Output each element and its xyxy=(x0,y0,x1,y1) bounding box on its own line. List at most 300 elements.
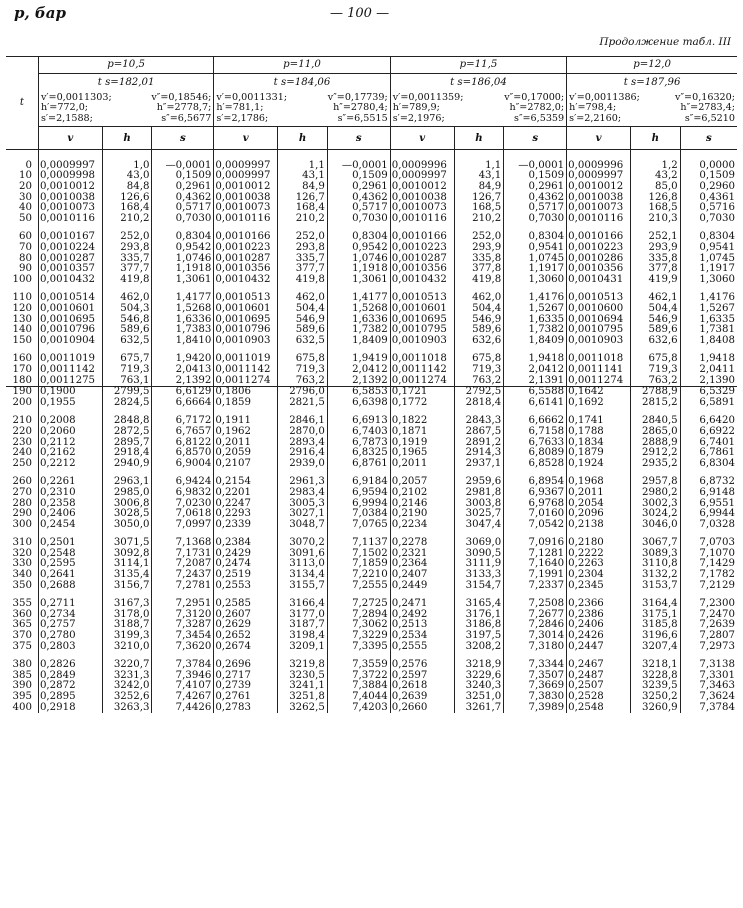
s-cell: 2,1392 xyxy=(152,376,214,387)
v-cell: 0,0010903 xyxy=(214,336,278,347)
s-cell: 1,9418 xyxy=(504,354,567,365)
h-cell: 3046,0 xyxy=(631,520,681,531)
v-cell: 0,0010432 xyxy=(214,275,278,286)
table-continuation-label: Продолжение табл. III xyxy=(599,36,731,48)
s-cell: 0,5717 xyxy=(504,203,567,214)
s-cell: 7,4203 xyxy=(327,703,390,714)
h-cell: 462,0 xyxy=(454,293,504,304)
v-cell: 0,0009996 xyxy=(390,161,454,172)
v-cell: 0,0010166 xyxy=(567,232,631,243)
v-cell: 0,0009998 xyxy=(38,171,102,182)
page-header-left: p, бар xyxy=(14,4,66,22)
s-cell: 7,2677 xyxy=(504,610,567,621)
column-header-s: s xyxy=(152,126,214,149)
s-cell: 7,0230 xyxy=(152,499,214,510)
h-cell: 1,1 xyxy=(454,161,504,172)
h-cell: 3092,8 xyxy=(102,549,152,560)
v-cell: 0,2261 xyxy=(38,477,102,488)
s-cell: 7,4107 xyxy=(152,681,214,692)
s-cell: 1,7383 xyxy=(152,325,214,336)
table-row xyxy=(6,427,737,438)
v-cell: 0,2234 xyxy=(390,520,454,531)
v-cell: 0,2717 xyxy=(214,671,278,682)
v-cell: 0,2406 xyxy=(38,509,102,520)
h-cell: 546,8 xyxy=(102,315,152,326)
v-cell: 0,2102 xyxy=(390,488,454,499)
v-cell: 0,2180 xyxy=(567,538,631,549)
v-cell: 0,0010695 xyxy=(390,315,454,326)
v-cell: 0,2895 xyxy=(38,692,102,703)
h-cell: 3207,4 xyxy=(631,642,681,653)
v-cell: 0,2492 xyxy=(390,610,454,621)
h-cell: 377,8 xyxy=(631,264,681,275)
h-cell: 3132,2 xyxy=(631,570,681,581)
v-cell: 0,0011142 xyxy=(214,365,278,376)
h-cell: 85,0 xyxy=(631,182,681,193)
s-cell: 7,3014 xyxy=(504,631,567,642)
v-cell: 0,0010166 xyxy=(214,232,278,243)
s-cell: 7,2555 xyxy=(327,581,390,592)
v-cell: 0,2358 xyxy=(38,499,102,510)
h-cell: 2895,7 xyxy=(102,438,152,449)
temperature-cell: 355 xyxy=(6,599,38,610)
v-cell: 0,2711 xyxy=(38,599,102,610)
temperature-cell: 150 xyxy=(6,336,38,347)
v-cell: 0,1692 xyxy=(567,398,631,409)
saturation-properties xyxy=(38,92,213,126)
s-cell: 1,7381 xyxy=(699,324,735,336)
temperature-cell: 80 xyxy=(6,254,38,265)
s-cell: 6,9594 xyxy=(327,488,390,499)
v-cell: 0,0010795 xyxy=(390,325,454,336)
v-cell: 0,2696 xyxy=(214,660,278,671)
h-cell: 3261,7 xyxy=(454,703,504,714)
column-header-v: v xyxy=(38,126,102,149)
h-cell: 252,0 xyxy=(454,232,504,243)
s-prime: s′=2,1786; xyxy=(216,112,269,124)
h-cell: 293,9 xyxy=(454,243,504,254)
h-cell: 2846,1 xyxy=(278,416,328,427)
h-cell: 3002,3 xyxy=(631,499,681,510)
s-cell: 6,6922 xyxy=(699,425,735,437)
h-cell: 377,7 xyxy=(278,264,328,275)
h-cell: 3220,7 xyxy=(102,660,152,671)
temperature-cell: 310 xyxy=(6,538,38,549)
s-cell: 7,3454 xyxy=(152,631,214,642)
h-cell: 3231,3 xyxy=(102,671,152,682)
h-cell: 763,2 xyxy=(631,376,681,387)
h-cell: 763,1 xyxy=(102,376,152,387)
h-cell: 3155,7 xyxy=(278,581,328,592)
h-cell: 210,3 xyxy=(631,214,681,225)
v-cell: 0,2222 xyxy=(567,549,631,560)
s-cell: 7,3229 xyxy=(327,631,390,642)
column-header-s: s xyxy=(327,126,390,149)
s-cell: 0,2961 xyxy=(152,182,214,193)
v-cell: 0,0010223 xyxy=(214,243,278,254)
s-cell: 7,2437 xyxy=(152,570,214,581)
v-cell: 0,2780 xyxy=(38,631,102,642)
v-prime: v′=0,0011331; xyxy=(216,92,288,103)
v-cell: 0,2487 xyxy=(567,671,631,682)
h-cell: 3230,5 xyxy=(278,671,328,682)
h-cell: 3185,8 xyxy=(631,620,681,631)
h-cell: 3218,1 xyxy=(631,660,681,671)
v-cell: 0,2849 xyxy=(38,671,102,682)
s-cell: 7,2639 xyxy=(699,619,735,631)
h-cell: 3090,5 xyxy=(454,549,504,560)
s-cell: 6,5588 xyxy=(504,387,567,398)
s-cell: 1,1918 xyxy=(327,264,390,275)
h-cell: 1,2 xyxy=(631,161,681,172)
s-cell: 6,8304 xyxy=(699,457,735,469)
s-cell: 7,2300 xyxy=(699,598,735,610)
v-cell: 0,2011 xyxy=(390,459,454,470)
v-cell: 0,2528 xyxy=(567,692,631,703)
v-cell: 0,1871 xyxy=(390,427,454,438)
temperature-cell: 385 xyxy=(6,671,38,682)
v-cell: 0,2278 xyxy=(390,538,454,549)
v-cell: 0,0010167 xyxy=(38,232,102,243)
s-cell: 0,5717 xyxy=(327,203,390,214)
v-cell: 0,2366 xyxy=(567,599,631,610)
h-cell: 1,0 xyxy=(102,161,152,172)
h-cell: 3166,4 xyxy=(278,599,328,610)
s-cell: 0,5716 xyxy=(699,202,735,214)
s-cell: 6,8570 xyxy=(152,448,214,459)
h-cell: 3240,3 xyxy=(454,681,504,692)
s-cell: 6,5853 xyxy=(327,387,390,398)
s-cell: 7,1859 xyxy=(327,559,390,570)
column-header-v: v xyxy=(567,126,631,149)
s-cell: 1,0746 xyxy=(152,254,214,265)
h-cell: 43,1 xyxy=(454,171,504,182)
v-cell: 0,0010012 xyxy=(214,182,278,193)
s-cell: 1,4177 xyxy=(327,293,390,304)
h-cell: 589,6 xyxy=(278,325,328,336)
h-cell: 3199,3 xyxy=(102,631,152,642)
h-cell: 2888,9 xyxy=(631,438,681,449)
v-cell: 0,1965 xyxy=(390,448,454,459)
temperature-cell: 50 xyxy=(6,214,38,225)
v-cell: 0,2154 xyxy=(214,477,278,488)
s-cell: 1,5268 xyxy=(327,304,390,315)
h-cell: 3178,0 xyxy=(102,610,152,621)
h-cell: 1,1 xyxy=(278,161,328,172)
s-cell: 6,6664 xyxy=(152,398,214,409)
s-cell: 6,9148 xyxy=(699,486,735,498)
v-cell: 0,0010073 xyxy=(390,203,454,214)
h-cell: 3006,8 xyxy=(102,499,152,510)
s-cell: 0,4362 xyxy=(504,193,567,204)
v-cell: 0,2660 xyxy=(390,703,454,714)
s-cell: 1,4176 xyxy=(504,293,567,304)
h-cell: 2985,0 xyxy=(102,488,152,499)
s-cell: 7,1368 xyxy=(152,538,214,549)
v-cell: 0,2449 xyxy=(390,581,454,592)
h-cell: 3218,9 xyxy=(454,660,504,671)
v-cell: 0,2407 xyxy=(390,570,454,581)
s-cell: —0,0001 xyxy=(504,161,567,172)
temperature-cell: 380 xyxy=(6,660,38,671)
v-cell: 0,0010513 xyxy=(567,293,631,304)
v-cell: 0,1721 xyxy=(390,387,454,398)
v-cell: 0,2553 xyxy=(214,581,278,592)
s-cell: 0,7030 xyxy=(699,212,735,224)
temperature-cell: 60 xyxy=(6,232,38,243)
table-row xyxy=(6,703,737,714)
s-cell: 6,8325 xyxy=(327,448,390,459)
h-cell: 2980,2 xyxy=(631,488,681,499)
s-cell: 7,3507 xyxy=(504,671,567,682)
v-prime: v′=0,0011303; xyxy=(40,92,112,103)
s-cell: 7,3784 xyxy=(699,701,735,713)
temperature-cell: 170 xyxy=(6,365,38,376)
h-cell: 3165,4 xyxy=(454,599,504,610)
s-cell: 1,4176 xyxy=(699,292,735,304)
pressure-header: p=12,0 xyxy=(567,57,737,74)
v-cell: 0,2263 xyxy=(567,559,631,570)
h-cell: 2848,8 xyxy=(102,416,152,427)
h-cell: 2796,0 xyxy=(278,387,328,398)
v-cell: 0,1859 xyxy=(214,398,278,409)
s-cell: 7,2337 xyxy=(504,581,567,592)
v-cell: 0,2384 xyxy=(214,538,278,549)
v-cell: 0,0010796 xyxy=(214,325,278,336)
v-cell: 0,2138 xyxy=(567,520,631,531)
v-cell: 0,0010038 xyxy=(38,193,102,204)
h-double-prime: h″=2778,7; xyxy=(156,102,212,114)
v-cell: 0,0010795 xyxy=(567,325,631,336)
v-cell: 0,2406 xyxy=(567,620,631,631)
column-header-s: s xyxy=(504,126,567,149)
v-double-prime: v″=0,18546; xyxy=(151,92,212,103)
temperature-cell: 130 xyxy=(6,315,38,326)
v-cell: 0,0010431 xyxy=(567,275,631,286)
h-cell: 632,6 xyxy=(454,336,504,347)
h-cell: 3241,1 xyxy=(278,681,328,692)
s-cell: 6,8089 xyxy=(504,448,567,459)
s-cell: 1,1917 xyxy=(699,263,735,275)
v-cell: 0,2321 xyxy=(390,549,454,560)
v-cell: 0,2096 xyxy=(567,509,631,520)
temperature-cell: 370 xyxy=(6,631,38,642)
h-cell: 3114,1 xyxy=(102,559,152,570)
s-cell: 6,5891 xyxy=(699,396,735,408)
h-cell: 2939,0 xyxy=(278,459,328,470)
h-cell: 504,4 xyxy=(631,304,681,315)
h-cell: 675,7 xyxy=(102,354,152,365)
v-cell: 0,0010601 xyxy=(38,304,102,315)
temperature-cell: 300 xyxy=(6,520,38,531)
v-cell: 0,2734 xyxy=(38,610,102,621)
v-cell: 0,0009997 xyxy=(214,161,278,172)
s-cell: 7,1137 xyxy=(327,538,390,549)
s-cell: 7,0542 xyxy=(504,520,567,531)
v-cell: 0,2507 xyxy=(567,681,631,692)
v-cell: 0,2304 xyxy=(567,570,631,581)
table-row xyxy=(6,365,737,376)
s-cell: 1,9419 xyxy=(327,354,390,365)
v-cell: 0,0011274 xyxy=(567,376,631,387)
v-cell: 0,0011142 xyxy=(38,365,102,376)
v-cell: 0,2595 xyxy=(38,559,102,570)
s-cell: 6,7873 xyxy=(327,438,390,449)
s-cell: 6,5329 xyxy=(680,387,737,398)
temperature-cell: 240 xyxy=(6,448,38,459)
pressure-header: p=11,5 xyxy=(390,57,566,74)
v-cell: 0,2447 xyxy=(567,642,631,653)
temperature-cell: 120 xyxy=(6,304,38,315)
h-cell: 3110,8 xyxy=(631,559,681,570)
v-cell: 0,0010073 xyxy=(38,203,102,214)
v-cell: 0,2629 xyxy=(214,620,278,631)
s-cell: 7,3830 xyxy=(504,692,567,703)
h-cell: 3187,7 xyxy=(278,620,328,631)
s-cell: 0,2960 xyxy=(699,181,735,193)
s-cell: 1,8409 xyxy=(327,336,390,347)
s-cell: 0,2961 xyxy=(504,182,567,193)
v-cell: 0,0011018 xyxy=(390,354,454,365)
s-double-prime: s″=6,5677 xyxy=(161,112,212,124)
h-cell: 3252,6 xyxy=(102,692,152,703)
h-cell: 2918,4 xyxy=(102,448,152,459)
v-cell: 0,0010695 xyxy=(214,315,278,326)
v-cell: 0,0010903 xyxy=(567,336,631,347)
h-cell: 2914,3 xyxy=(454,448,504,459)
s-cell: 7,3559 xyxy=(327,660,390,671)
table-row xyxy=(6,488,737,499)
s-cell: 1,0746 xyxy=(327,254,390,265)
v-cell: 0,1806 xyxy=(214,387,278,398)
v-cell: 0,2212 xyxy=(38,459,102,470)
h-cell: 675,8 xyxy=(631,354,681,365)
v-cell: 0,0010116 xyxy=(390,214,454,225)
temperature-cell: 100 xyxy=(6,275,38,286)
h-cell: 3156,7 xyxy=(102,581,152,592)
temperature-cell: 360 xyxy=(6,610,38,621)
v-cell: 0,2513 xyxy=(390,620,454,631)
s-cell: 7,3138 xyxy=(699,659,735,671)
h-cell: 546,9 xyxy=(454,315,504,326)
h-prime: h′=798,4; xyxy=(569,102,617,114)
v-cell: 0,2426 xyxy=(567,631,631,642)
h-cell: 2788,9 xyxy=(631,387,681,398)
temperature-cell: 400 xyxy=(6,703,38,714)
column-header-v: v xyxy=(390,126,454,149)
table-row xyxy=(6,376,737,387)
h-cell: 2935,2 xyxy=(631,459,681,470)
s-cell: 0,1509 xyxy=(699,170,735,182)
s-cell: 0,8304 xyxy=(504,232,567,243)
h-cell: 2893,4 xyxy=(278,438,328,449)
temperature-cell: 350 xyxy=(6,581,38,592)
s-cell: 1,9420 xyxy=(152,354,214,365)
temperature-cell: 180 xyxy=(6,376,38,387)
h-cell: 632,6 xyxy=(631,336,681,347)
v-cell: 0,0011142 xyxy=(390,365,454,376)
h-cell: 589,6 xyxy=(102,325,152,336)
s-cell: 1,9418 xyxy=(699,353,735,365)
h-cell: 504,4 xyxy=(454,304,504,315)
v-cell: 0,2739 xyxy=(214,681,278,692)
s-cell: 6,7401 xyxy=(699,436,735,448)
s-cell: 0,7030 xyxy=(504,214,567,225)
h-cell: 3251,8 xyxy=(278,692,328,703)
h-cell: 2957,8 xyxy=(631,477,681,488)
h-cell: 210,2 xyxy=(102,214,152,225)
v-cell: 0,0010432 xyxy=(390,275,454,286)
saturation-temperature: t s=186,04 xyxy=(390,74,566,93)
h-cell: 2983,4 xyxy=(278,488,328,499)
v-cell: 0,0010904 xyxy=(38,336,102,347)
v-cell: 0,2501 xyxy=(38,538,102,549)
s-cell: 6,9994 xyxy=(327,499,390,510)
s-cell: 7,0916 xyxy=(504,538,567,549)
h-cell: 504,3 xyxy=(102,304,152,315)
s-cell: 7,3884 xyxy=(327,681,390,692)
h-cell: 3208,2 xyxy=(454,642,504,653)
h-cell: 546,9 xyxy=(278,315,328,326)
s-cell: 6,9424 xyxy=(152,477,214,488)
v-cell: 0,2454 xyxy=(38,520,102,531)
h-cell: 3210,0 xyxy=(102,642,152,653)
h-double-prime: h″=2780,4; xyxy=(333,102,388,114)
v-cell: 0,0011019 xyxy=(38,354,102,365)
v-cell: 0,0010224 xyxy=(38,243,102,254)
h-cell: 763,2 xyxy=(454,376,504,387)
v-cell: 0,2201 xyxy=(214,488,278,499)
h-cell: 2818,4 xyxy=(454,398,504,409)
s-cell: 7,4267 xyxy=(152,692,214,703)
s-cell: 2,0412 xyxy=(327,365,390,376)
v-cell: 0,1955 xyxy=(38,398,102,409)
v-cell: 0,1911 xyxy=(214,416,278,427)
v-cell: 0,0010600 xyxy=(567,304,631,315)
v-cell: 0,0010903 xyxy=(390,336,454,347)
s-cell: 7,1640 xyxy=(504,559,567,570)
s-cell: 7,0160 xyxy=(504,509,567,520)
v-cell: 0,0009997 xyxy=(38,161,102,172)
s-cell: —0,0001 xyxy=(327,161,390,172)
column-header-h: h xyxy=(454,126,504,149)
s-cell: 7,2846 xyxy=(504,620,567,631)
page-number: — 100 — xyxy=(330,6,390,21)
v-cell: 0,2872 xyxy=(38,681,102,692)
s-cell: 7,0384 xyxy=(327,509,390,520)
v-cell: 0,0010038 xyxy=(214,193,278,204)
table-row xyxy=(6,275,737,286)
v-cell: 0,2059 xyxy=(214,448,278,459)
s-cell: 0,4362 xyxy=(327,193,390,204)
v-cell: 0,1741 xyxy=(567,416,631,427)
h-cell: 419,8 xyxy=(454,275,504,286)
h-cell: 3050,0 xyxy=(102,520,152,531)
h-cell: 3067,7 xyxy=(631,538,681,549)
h-cell: 2799,5 xyxy=(102,387,152,398)
s-prime: s′=2,1976; xyxy=(392,112,445,124)
temperature-cell: 250 xyxy=(6,459,38,470)
s-cell: 7,3620 xyxy=(152,642,214,653)
v-cell: 0,2641 xyxy=(38,570,102,581)
h-cell: 3197,5 xyxy=(454,631,504,642)
v-cell: 0,2674 xyxy=(214,642,278,653)
v-cell: 0,0010796 xyxy=(38,325,102,336)
s-cell: 1,5267 xyxy=(504,304,567,315)
s-cell: 6,8954 xyxy=(504,477,567,488)
s-cell: 1,7382 xyxy=(504,325,567,336)
v-cell: 0,2057 xyxy=(390,477,454,488)
